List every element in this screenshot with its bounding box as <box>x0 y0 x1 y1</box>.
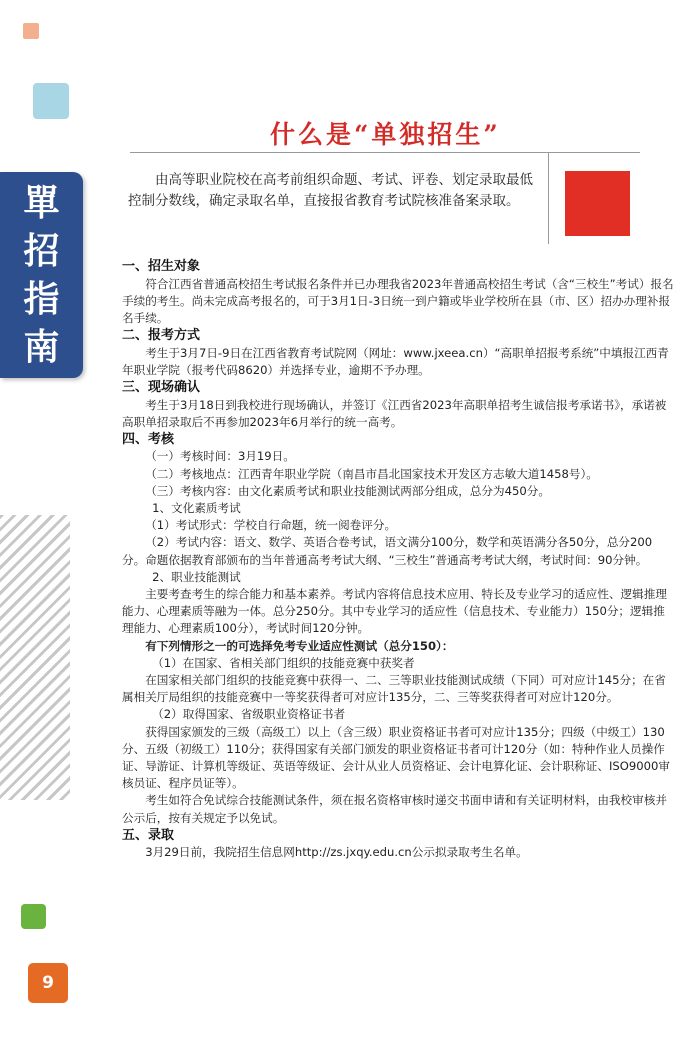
decor-blue-square <box>33 83 69 119</box>
tab-char: 單 <box>23 182 60 224</box>
decor-orange-square <box>23 23 39 39</box>
tab-char: 招 <box>23 230 60 272</box>
title-divider <box>130 152 640 153</box>
paragraph: 符合江西省普通高校招生考试报名条件并已办理我省2023年普通高校招生考试（含“三校生”考试）报名手续的考生。尚未完成高考报名的，可于3月1日-3日统一到户籍或毕业学校所在县（市、区）招办办理补报名手续。 <box>122 276 674 325</box>
paragraph: 有下列情形之一的可选择免考专业适应性测试（总分150）： <box>145 638 454 653</box>
section-heading: 二、报考方式 <box>122 328 201 344</box>
paragraph: （2）考试内容：语文、数学、英语合卷考试，语文满分100分，数学和英语满分各50分，总分200分。命题依据教育部颁布的当年普通高考考试大纲、“三校生”普通高考考试大纲，考试时间：90分钟。 <box>122 535 653 567</box>
section-heading: 三、现场确认 <box>122 380 201 396</box>
vertical-divider <box>548 152 549 244</box>
page-number: 9 <box>28 963 68 1003</box>
paragraph: 1、文化素质考试 <box>152 501 241 516</box>
decor-red-square <box>565 171 630 236</box>
page-title: 什么是“单独招生” <box>270 120 501 149</box>
paragraph: 获得国家颁发的三级（高级工）以上（含三级）职业资格证书者可对应计135分；四级（中级工）130分、五级（初级工）110分；获得国家有关部门颁发的职业资格证书者可计120分（如：特种作业人员操作证、导游证、计算机等级证、英语等级证、会计从业人员资格证、会计电算化证、会计职称证、ISO9000审核员证、程序员证等）。 <box>122 724 670 791</box>
tab-char: 指 <box>23 278 60 320</box>
paragraph: （三）考核内容：由文化素质考试和职业技能测试两部分组成，总分为450分。 <box>145 483 550 498</box>
decor-diagonal-stripes <box>0 515 70 800</box>
paragraph: 考生于3月7日-9日在江西省教育考试院网（网址：www.jxeea.cn）“高职单招报考系统”中填报江西青年职业学院（报考代码8620）并选择专业，逾期不予办理。 <box>122 345 669 377</box>
section-heading: 五、录取 <box>122 827 175 843</box>
section-heading: 四、考核 <box>122 431 175 447</box>
tab-char: 南 <box>23 326 60 368</box>
paragraph: 考生于3月18日到我校进行现场确认，并签订《江西省2023年高职单招考生诚信报考承诺书》，承诺被高职单招录取后不再参加2023年6月举行的统一高考。 <box>122 397 667 429</box>
paragraph: （1）考试形式：学校自行命题，统一阅卷评分。 <box>145 518 397 533</box>
paragraph: （一）考核时间：3月19日。 <box>145 449 295 464</box>
paragraph: （二）考核地点：江西青年职业学院（南昌市昌北国家技术开发区方志敏大道1458号）。 <box>145 466 598 481</box>
section-heading: 一、招生对象 <box>122 259 201 274</box>
paragraph: 在国家相关部门组织的技能竞赛中获得一、二、三等职业技能测试成绩（下同）可对应计145分；在省属相关厅局组织的技能竞赛中一等奖获得者可对应计135分，二、三等奖获得者可对应计120分。 <box>122 673 666 705</box>
paragraph: 2、职业技能测试 <box>152 569 241 584</box>
paragraph: 3月29日前，我院招生信息网http://zs.jxqy.edu.cn公示拟录取考生名单。 <box>145 845 528 860</box>
paragraph: （1）在国家、省相关部门组织的技能竞赛中获奖者 <box>152 655 415 670</box>
section-tab-danzhao-zhinan <box>0 172 83 378</box>
paragraph: 考生如符合免试综合技能测试条件，须在报名资格审核时递交书面申请和有关证明材料，由我校审核并公示后，按有关规定予以免试。 <box>122 793 667 825</box>
decor-green-square <box>21 904 46 929</box>
paragraph: 主要考查考生的综合能力和基本素养。考试内容将信息技术应用、特长及专业学习的适应性、逻辑推理能力、心理素质等融为一体。总分250分。其中专业学习的适应性（信息技术、专业能力）150分；逻辑推理能力、心理素质100分），考试时间120分钟。 <box>122 587 667 636</box>
paragraph: （2）取得国家、省级职业资格证书者 <box>152 707 346 722</box>
definition-paragraph: 由高等职业院校在高考前组织命题、考试、评卷、划定录取最低控制分数线，确定录取名单，直接报省教育考试院核准备案录取。 <box>128 172 533 209</box>
main-content <box>122 258 675 862</box>
